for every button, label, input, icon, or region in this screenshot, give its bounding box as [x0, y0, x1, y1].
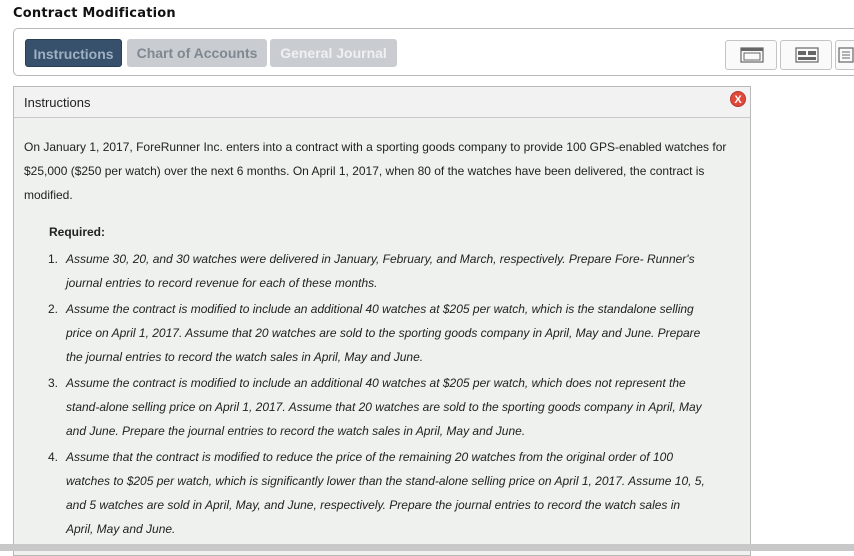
list-item: [48, 445, 708, 541]
panel-header: Instructions: [14, 87, 750, 118]
tab-bar: [13, 28, 854, 76]
window-layout-icon: [740, 47, 764, 63]
grid-layout-button[interactable]: [835, 40, 854, 70]
page-title: Contract Modification: [13, 6, 176, 21]
grid-layout-icon: [838, 47, 854, 63]
intro-text: On January 1, 2017, ForeRunner Inc. enters into a contract with a sporting goods company to provide 100 GPS-enabled watches for $25,000 ($250 per watch) over the next 6 months. On April 1, 2017, when 80 of the watches have been delivered, the contract is modified.: [24, 140, 727, 202]
requirements-list: [48, 247, 708, 543]
list-item: [48, 247, 708, 295]
window-layout-button[interactable]: [725, 40, 777, 70]
split-layout-icon: [795, 47, 819, 63]
horizontal-scrollbar[interactable]: [0, 544, 854, 551]
tab-instructions[interactable]: Instructions: [25, 39, 122, 67]
item-text: Assume that the contract is modified to reduce the price of the remaining 20 watches from the original order of 100 watches to $205 per watch, which is significantly lower than the stand-alone selling price on April 1, 2017. Assume 10, 5, and 5 watches are sold in April, May, and June, respectively. Prepare the journal entries to record the watch sales in April, May and June.: [66, 450, 705, 536]
item-number: 4.: [48, 450, 59, 464]
tab-chart-of-accounts[interactable]: Chart of Accounts: [127, 39, 267, 67]
item-number: 2.: [48, 302, 59, 316]
item-text: Assume the contract is modified to include an additional 40 watches at $205 per watch, which does not represent the stand-alone selling price on April 1, 2017. Assume that 20 watches are sold to the sporting goods company in April, May and June. Prepare the journal entries to record the watch sales in April, May and June.: [66, 376, 702, 438]
item-text: Assume 30, 20, and 30 watches were delivered in January, February, and March, respectively. Prepare Fore- Runner's journal entries to record revenue for each of these months.: [66, 252, 695, 290]
instructions-panel: [13, 86, 751, 556]
list-item: [48, 297, 708, 369]
item-number: 3.: [48, 376, 59, 390]
required-label: Required:: [49, 225, 106, 239]
list-item: [48, 371, 708, 443]
close-icon[interactable]: X: [730, 91, 746, 107]
tab-general-journal[interactable]: General Journal: [270, 39, 397, 67]
split-layout-button[interactable]: [780, 40, 832, 70]
item-number: 1.: [48, 252, 59, 266]
item-text: Assume the contract is modified to include an additional 40 watches at $205 per watch, which is the standalone selling price on April 1, 2017. Assume that 20 watches are sold to the sporting goods company in April, May and June. Prepare the journal entries to record the watch sales in April, May and June.: [66, 302, 701, 364]
